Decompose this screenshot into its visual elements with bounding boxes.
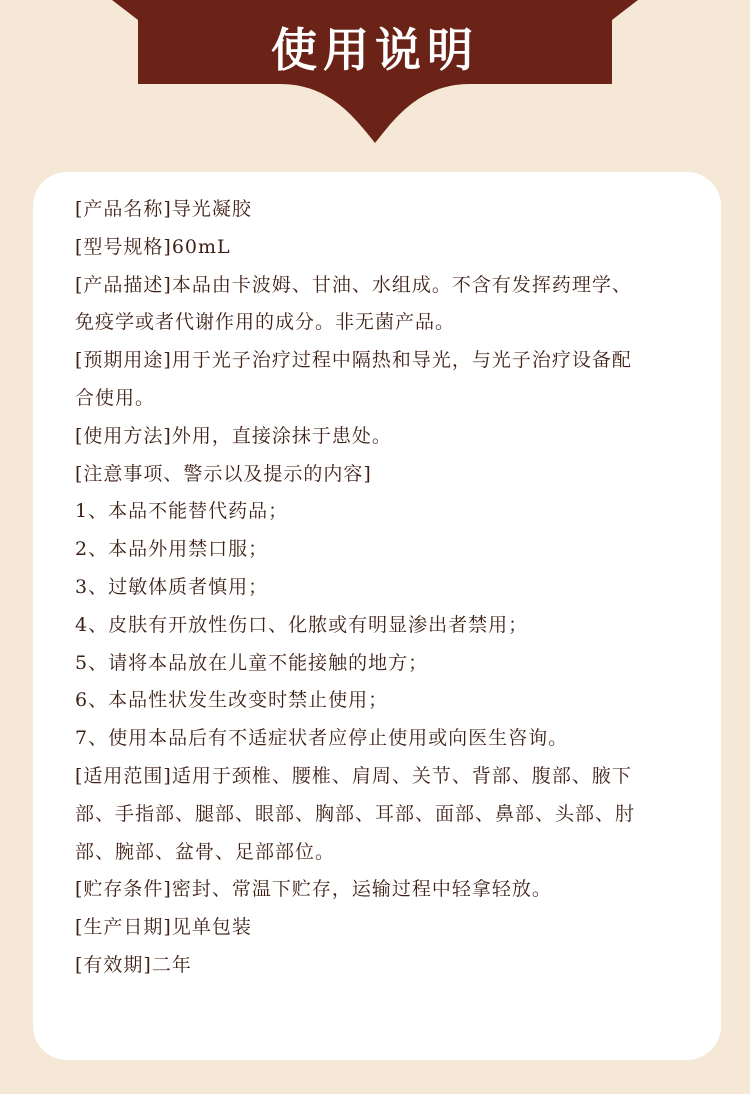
text-line-precaution-5: 5、请将本品放在儿童不能接触的地方； — [75, 651, 429, 674]
text-line-production-date: [生产日期]见单包装 — [75, 916, 252, 939]
text-line-precaution-3: 3、过敏体质者慎用； — [75, 575, 269, 598]
text-line-scope: [适用范围]适用于颈椎、腰椎、肩周、关节、背部、腹部、腋下 — [75, 764, 632, 787]
text-line-precaution-2: 2、本品外用禁口服； — [75, 538, 269, 561]
text-line-scope-cont-1: 部、手指部、腿部、眼部、胸部、耳部、面部、鼻部、头部、肘 — [75, 802, 636, 825]
text-line-intended-use-cont: 合使用。 — [75, 386, 156, 409]
text-line-usage: [使用方法]外用，直接涂抹于患处。 — [75, 424, 392, 447]
text-line-model-spec: [型号规格]60mL — [75, 235, 231, 258]
text-line-description: [产品描述]本品由卡波姆、甘油、水组成。不含有发挥药理学、 — [75, 273, 632, 296]
text-line-precaution-7: 7、使用本品后有不适症状者应停止使用或向医生咨询。 — [75, 727, 569, 750]
text-line-product-name: [产品名称]导光凝胶 — [75, 198, 252, 220]
text-line-precaution-4: 4、皮肤有开放性伤口、化脓或有明显渗出者禁用； — [75, 613, 529, 636]
text-line-precaution-1: 1、本品不能替代药品； — [75, 500, 289, 523]
text-line-storage: [贮存条件]密封、常温下贮存，运输过程中轻拿轻放。 — [75, 878, 552, 901]
page-title: 使用说明 — [271, 23, 479, 77]
text-line-precautions-heading: [注意事项、警示以及提示的内容] — [75, 462, 372, 485]
text-line-scope-cont-2: 部、腕部、盆骨、足部部位。 — [75, 840, 336, 863]
title-banner — [0, 0, 750, 150]
text-line-description-cont: 免疫学或者代谢作用的成分。非无菌产品。 — [75, 311, 456, 334]
text-line-validity: [有效期]二年 — [75, 953, 192, 976]
text-line-intended-use: [预期用途]用于光子治疗过程中隔热和导光，与光子治疗设备配 — [75, 349, 632, 372]
instructions-text — [75, 191, 715, 985]
text-line-precaution-6: 6、本品性状发生改变时禁止使用； — [75, 689, 389, 712]
